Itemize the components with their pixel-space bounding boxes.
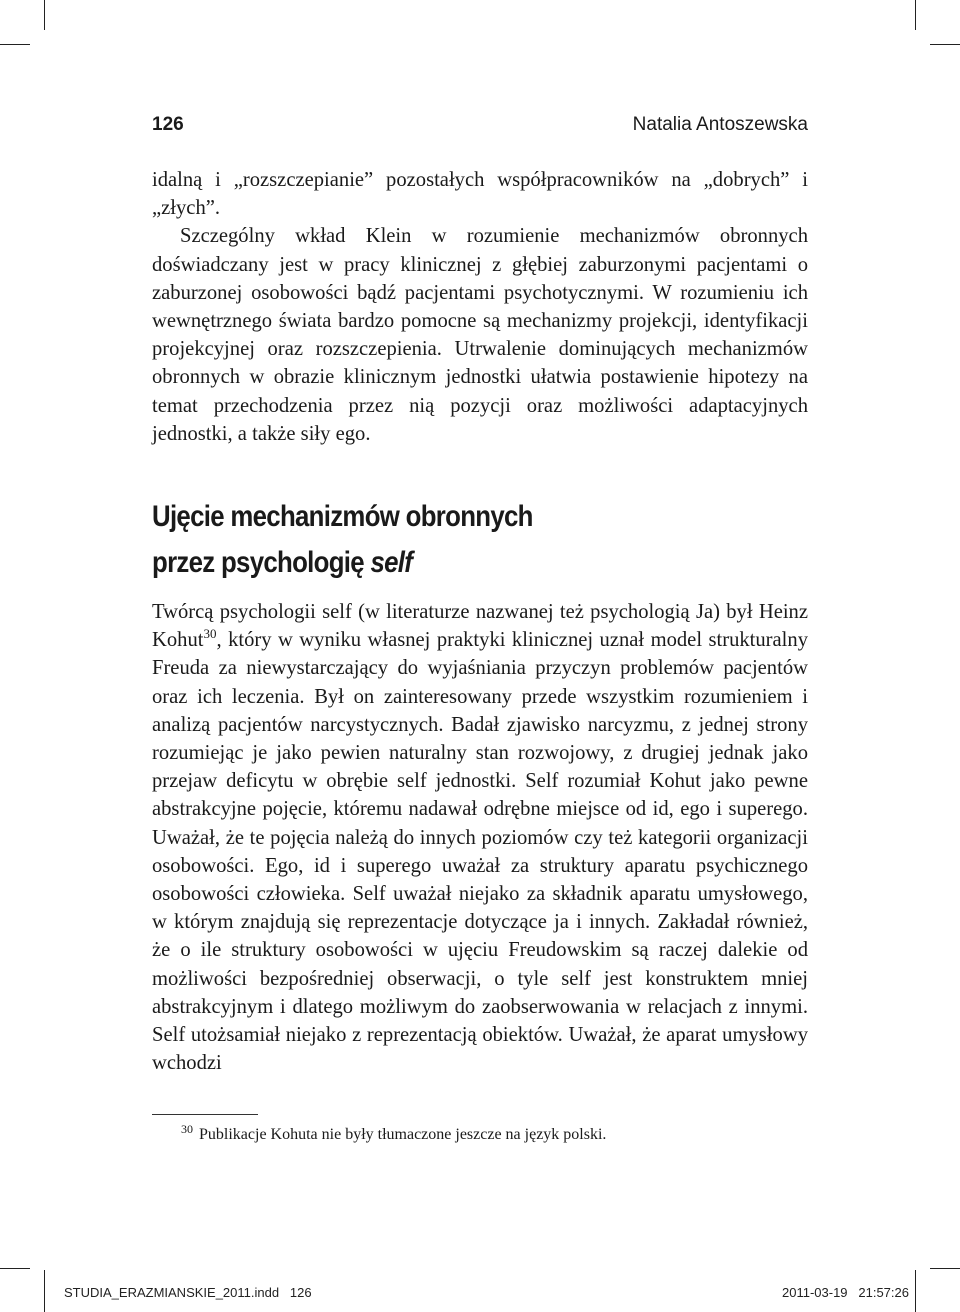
slug-datetime: 2011-03-19 21:57:26 [782, 1285, 909, 1300]
footnote-reference[interactable]: 30 [203, 626, 217, 642]
crop-mark-bottom-right-h [930, 1268, 960, 1269]
paragraph-continuation: idalną i „rozszczepianie” pozostałych współpracowników na „dobrych” i „złych”. [152, 169, 808, 220]
body-text-main [152, 598, 808, 1077]
crop-mark-top-right-h [930, 44, 960, 45]
paragraph-klein: Szczególny wkład Klein w rozumienie mechanizmów obronnych doświadczany jest w pracy klinicznej z głębiej zaburzonymi pacjentami o zaburzonej osobowości bądź pacjentami psychotycznymi. W rozumieniu ich wewnętrznego świata bardzo pomocne są mechanizmy projekcji, identyfikacji projekcyjnej oraz rozszczepienia. Utrwalenie dominujących mechanizmów obronnych w obrazie klinicznym jednostki ułatwia postawienie hipotezy na temat przechodzenia przez nią pozycji oraz możliwości adaptacyjnych jednostki, a także siły ego. [152, 225, 808, 445]
crop-mark-bottom-left [44, 1270, 45, 1312]
paragraph-kohut-rest: , który w wyniku własnej praktyki klinicznej uznał model strukturalny Freuda za niewystarczający do wyjaśniania przyczyn problemów pacjentów oraz ich leczenia. Był on zainteresowany przede wszystkim rozumieniem i analizą pacjentów narcystycznych. Badał zjawisko narcyzmu, z jednej strony rozumiejąc je jako pewien naturalny stan rozwojowy, z drugiej jednak jako przejaw deficytu w obrębie self jednostki. Self rozumiał Kohut jako pewne abstrakcyjne pojęcie, któremu nadawał odrębne miejsce od id, ego i superego. Uważał, że te pojęcia należą do innych poziomów czy też kategorii organizacji osobowości. Ego, id i superego uważał za struktury aparatu psychicznego osobowości człowieka. Self uważał niejako za składnik aparatu umysłowego, w którym znajdują się reprezentacje dotyczące ja i innych. Zakładał również, że o ile struktury osobowości w ujęciu Freudowskim są raczej dalekie od możliwości bezpośredniej obserwacji, o tyle self jest konstruktem mniej abstrakcyjnym i dlatego możliwym do zaobserwowania w relacjach z innymi. Self utożsamiał niejako z reprezentacją obiektów. Uważał, że aparat umysłowy wchodzi [152, 629, 808, 1075]
crop-mark-top-right [915, 0, 916, 30]
crop-mark-top-left [44, 0, 45, 30]
heading-emphasis: self [370, 546, 413, 579]
running-author: Natalia Antoszewska [632, 114, 808, 135]
footnote-text: Publikacje Kohuta nie były tłumaczone jeszcze na język polski. [199, 1126, 607, 1143]
paragraph-kohut [152, 598, 808, 1077]
footnote [181, 1124, 781, 1146]
running-header [152, 114, 808, 136]
paragraph-kohut-start: Twórcą psychologii self (w literaturze nazwanej też psychologią Ja) był Heinz Kohut [152, 601, 808, 652]
body-text-top [152, 166, 808, 448]
heading-line-1: Ujęcie mechanizmów obronnych [152, 500, 533, 533]
footnote-number: 30 [181, 1122, 193, 1136]
crop-mark-bottom-right [915, 1270, 916, 1312]
page-number: 126 [152, 114, 184, 135]
section-heading [152, 494, 716, 586]
crop-mark-bottom-left-h [0, 1268, 30, 1269]
footnote-rule [152, 1114, 258, 1115]
slug-filename: STUDIA_ERAZMIANSKIE_2011.indd 126 [64, 1285, 312, 1300]
heading-line-2-text: przez psychologię [152, 546, 371, 579]
crop-mark-top-left-h [0, 44, 30, 45]
heading-line-2 [152, 540, 716, 586]
